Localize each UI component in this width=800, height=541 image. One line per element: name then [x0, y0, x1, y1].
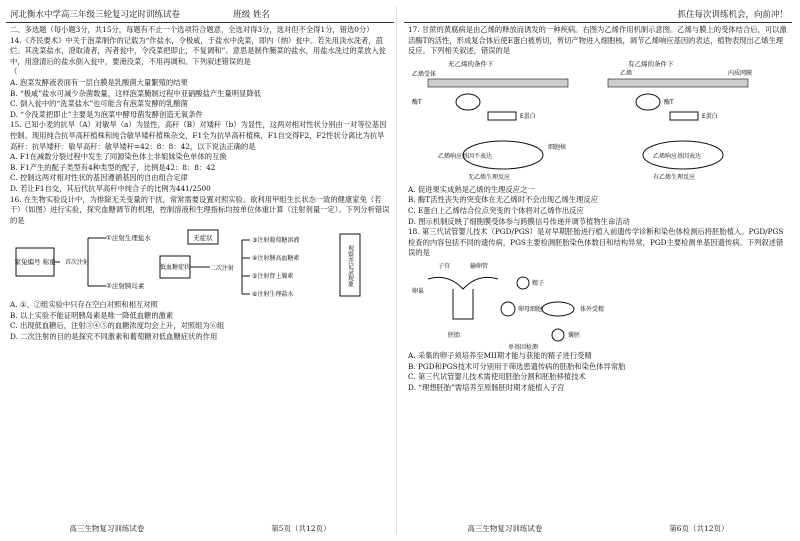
- ivf-diagram: [408, 259, 788, 351]
- q15-option-b: B. F1产生的配子类型有4种类型的配子，比例是42：8：8：42: [10, 162, 216, 172]
- diagram-second-injection: 二次注射: [210, 265, 235, 273]
- diagram-rabbit-box: 家兔编号 称重: [14, 258, 56, 267]
- q18-stem: 18. 第三代试管婴儿技术（PGD/PGS）是对早期胚胎进行植入前遗传学诊断和染色体检测后将胚胎植入。PGD/PGS检查的内容包括不同的遗传病，PGS主要检测胚胎染色体数目和结构异常，PGD主要检测单基因遗传病。下列叙述错误的是: [408, 227, 784, 258]
- ethylene-present-label: 有乙烯的条件下: [628, 59, 674, 68]
- nucleus-label-left: 细胞核: [548, 143, 567, 151]
- diagram-glucose: ③注射葡萄糖溶液: [252, 237, 300, 245]
- q16-option-d: D. 二次注射的目的是探究不同激素和葡萄糖对低血糖症状的作用: [10, 332, 218, 342]
- ovary-label: 卵巢: [412, 287, 425, 295]
- gene-not-expressed: 乙烯响应基因不表达: [438, 152, 493, 160]
- footer-title: 高三生物复习训练试卷: [69, 524, 145, 533]
- sperm-label: 精子: [532, 279, 545, 287]
- diagram-adrenaline: ⑤注射肾上腺素: [252, 273, 294, 281]
- right-body: [404, 23, 792, 393]
- protein-e-label-right: E蛋白: [702, 112, 718, 120]
- q17-option-b: B. 酶T活性丧失的突变体在无乙烯时不会出现乙烯生理反应: [408, 195, 598, 205]
- page-separator: [396, 6, 397, 534]
- ethylene-mechanism-diagram: [408, 57, 788, 185]
- q14-stem: 14.《齐民要术》中关于泡菜制作的记载为“作盐水，令极咸，于盐水中洗菜，即内（纳）瓮中。若先用淡水洗者，菹烂。其洗菜盐水，澄取清者，泻者瓮中，令没菜把即止，不复调和”。意思是制作腌菜的盐水，用盐水洗过的菜放入瓮中，用澄清后的盐水倒入瓮中，要淹没菜，不用再调和。下列叙述错误的是: [10, 35, 386, 66]
- q17-option-d: D. 图示机制反映了细胞膜受体参与跨膜信号传递并调节植物生命活动: [408, 216, 630, 226]
- er-membrane-label: 内质网膜: [728, 69, 753, 77]
- q18-option-d: D. “理想胚胎”需培养至原肠胚时期才能植入子宫: [408, 382, 565, 392]
- q15-option-c: C. 控制这两对相对性状的基因遵循基因的自由组合定律: [10, 173, 188, 183]
- left-header: [6, 6, 394, 23]
- q18-option-c: C. 第三代试管婴儿技术需使用胚胎分割和胚胎移植技术: [408, 372, 586, 382]
- footer-page-number: 第5页（共12页）: [271, 524, 331, 533]
- no-ethylene-response: 无乙烯生理反应: [468, 173, 511, 181]
- q16-option-c: C. 出现低血糖后，注射③④⑤的血糖浓度均会上升，对照组为⑥组: [10, 321, 225, 331]
- q14-option-b: B. “极咸”盐水可减少杂菌数量，这样泡菜腌制过程中亚硝酸盐产生量明显降低: [10, 88, 261, 98]
- q18-option-a: A. 采集的卵子须培养至MII期才能与获能的精子进行受精: [408, 350, 592, 360]
- embryo-label: 胚胎: [448, 331, 461, 339]
- ivf-label: 体外受精: [580, 305, 605, 313]
- q17-stem: 17. 甘蔗的黄腐病是由乙烯的释放而诱发的一种疾病。右图为乙烯作用机制示意图。乙烯与膜上的受体结合后，可以激活酶T的活性，形成复合体后使E蛋白被剪切，剪切产物进入细胞核，调节乙烯响应基因的表达，植物表现出乙烯生理反应。下列相关叙述，错误的是: [408, 25, 787, 56]
- ethylene-absent-label: 无乙烯的条件下: [448, 59, 494, 68]
- gene-expressed: 乙烯响应基因表达: [653, 152, 702, 160]
- q15-stem: 15. 已知小麦的抗旱（A）对敏旱（a）为显性，高秆（B）对矮秆（b）为显性，这两对相对性状分别由一对等位基因控制。现用纯合抗旱高秆植株和纯合敏旱矮秆植株杂交，F1全为抗旱高秆植株，F1自交得F2，F2性状分离比为抗旱高秆：抗旱矮秆：敏旱高秆：敏旱矮秆=42：8：8：42，以下说法正确的是: [10, 120, 387, 151]
- q14-option-d: D. “令没菜把即止”主要是为泡菜中酵母菌发酵创造无氧条件: [10, 109, 203, 119]
- class-name-field: 班级 姓名: [233, 10, 270, 20]
- blood-sugar-experiment-diagram: [10, 226, 390, 300]
- diagram-observe: 观察并记录现象: [346, 245, 354, 288]
- enzyme-t-label-left: 酶T: [412, 98, 422, 106]
- q17-option-a: A. 促进果实成熟是乙烯的生理反应之一: [408, 184, 535, 194]
- q14-option-c: C. 倒入瓮中的“洗菜盐水”也可能含有泡菜发酵的乳酸菌: [10, 99, 188, 109]
- gene-test-label: 单基因检测: [508, 343, 539, 351]
- uterus-label: 子宫: [438, 262, 451, 270]
- footer-title-right: 高三生物复习训练试卷: [467, 524, 543, 533]
- left-page: [6, 6, 394, 534]
- protein-e-label-left: E蛋白: [520, 112, 536, 120]
- left-footer: [6, 523, 394, 534]
- left-body: [6, 23, 394, 343]
- oviduct-label: 输卵管: [470, 262, 489, 270]
- ethylene-label: 乙烯: [620, 69, 633, 77]
- motto: 抓住每次训练机会，向前冲！: [677, 10, 788, 20]
- q15-option-a: A. F1在减数分裂过程中发生了同源染色体上非姐妹染色单体的互换: [10, 152, 227, 162]
- q18-option-b: B. PGD和PGS技术可分别用于筛选患遗传病的胚胎和染色体异常胎: [408, 361, 626, 371]
- q16-option-a: A. ①、②组实验中只存在空白对照和相互对照: [10, 300, 158, 310]
- diagram-hypoglycemia: 低血糖症状: [159, 264, 191, 272]
- blastocyst-label: 囊胚: [568, 331, 581, 339]
- right-header: [404, 6, 792, 23]
- diagram-insulin: ②注射胰岛素: [106, 282, 145, 291]
- diagram-first-injection: 首次注射: [65, 259, 90, 267]
- oocyte-label: 卵母细胞: [518, 305, 543, 313]
- receptor-label: 乙烯受体: [412, 70, 437, 78]
- diagram-saline-2: ⑥注射生理盐水: [252, 291, 294, 299]
- diagram-no-symptom: 无症状: [193, 234, 213, 243]
- diagram-glucagon: ④注射胰高血糖素: [252, 255, 300, 263]
- q17-option-c: C. E蛋白上乙烯结合位点突变的个体将对乙烯作出反应: [408, 205, 584, 215]
- ethylene-response: 有乙烯生理反应: [653, 173, 696, 181]
- right-footer: [404, 523, 792, 534]
- q14-option-a: A. 泡菜发酵液表面有一层白膜是乳酸菌大量繁殖的结果: [10, 77, 188, 87]
- q14-paren: （: [10, 67, 18, 77]
- diagram-saline: ①注射生理盐水: [106, 234, 151, 243]
- right-page: [404, 6, 792, 534]
- school-title: 河北衡水中学高三年级三轮复习定时训练试卷: [10, 10, 181, 20]
- section-title: 二、多选题（每小题3分，共15分，每题有不止一个选项符合题意，全选对得3分，选对但不全得1分，错选0分）: [10, 25, 374, 34]
- q15-option-d: D. 若让F1自交，其后代抗旱高秆中纯合子的比例为441/2500: [10, 183, 211, 193]
- footer-page-number-right: 第6页（共12页）: [669, 524, 729, 533]
- q16-stem: 16. 在生物实验设计中，为排除无关变量的干扰，常常需要设置对照实验。欲利用甲组生长状态一致的健康家兔（若干）（如图）进行实验，探究血糖调节的机理，控制溶液和生理指标均按单位体重计算（注射剂量一定）。下列分析错误的是: [10, 194, 390, 225]
- q16-option-b: B. 以上实验不能证明胰岛素是唯一降低血糖的激素: [10, 310, 174, 320]
- enzyme-t-label-right: 酶T: [664, 98, 674, 106]
